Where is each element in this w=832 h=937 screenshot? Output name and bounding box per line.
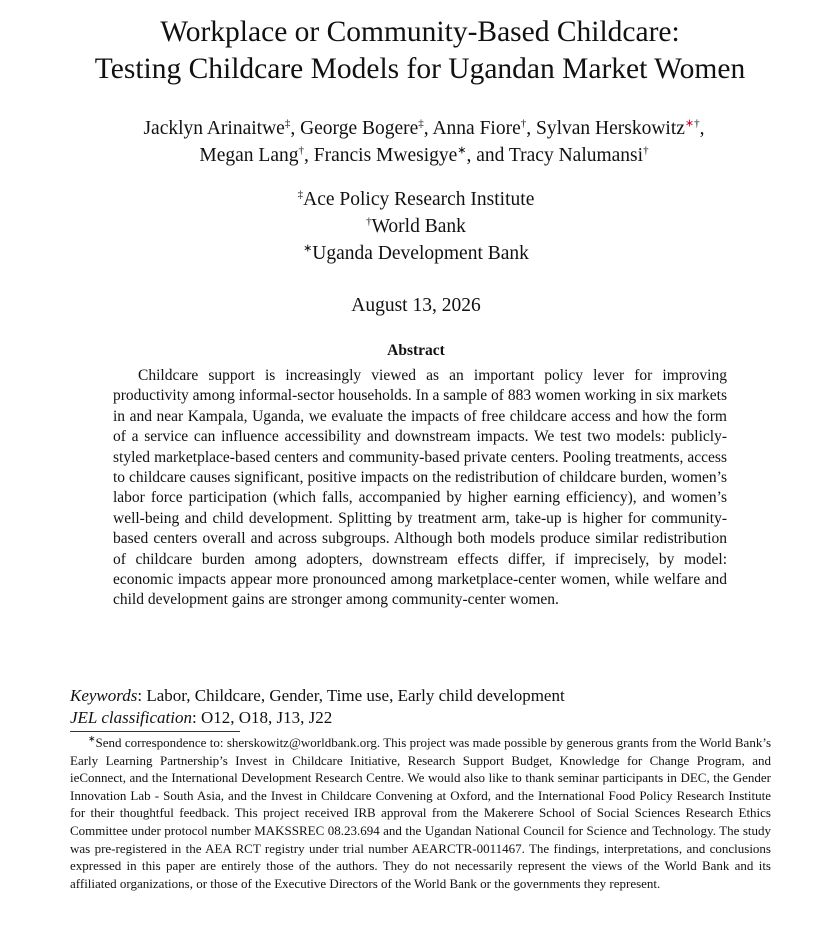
paper-title	[30, 14, 810, 88]
footnote-rule	[70, 731, 240, 732]
affiliation-mark: ∗	[457, 144, 467, 157]
affiliation-mark: †	[366, 215, 372, 228]
affiliation-mark: †	[298, 144, 304, 157]
keywords-block	[70, 685, 565, 729]
jel-codes: : O12, O18, J13, J22	[192, 708, 333, 727]
affiliation-name: Ace Policy Research Institute	[303, 189, 535, 210]
author-name: , Sylvan Herskowitz	[526, 118, 685, 139]
affiliation-name: Uganda Development Bank	[312, 243, 529, 264]
keywords-list: : Labor, Childcare, Gender, Time use, Early child development	[137, 686, 565, 705]
jel-label: JEL classification	[70, 708, 192, 727]
footnote-mark: ∗	[88, 733, 96, 744]
title-line-1: Workplace or Community-Based Childcare:	[160, 16, 680, 48]
affiliation-name: World Bank	[371, 216, 466, 237]
affiliation-mark: ∗	[303, 242, 313, 255]
author-line-1	[40, 115, 808, 142]
author-name: , Anna Fiore	[423, 118, 521, 139]
keywords-row	[70, 685, 565, 707]
abstract-heading: Abstract	[387, 342, 445, 359]
affiliation-item	[0, 240, 832, 267]
author-name: , George Bogere	[290, 118, 419, 139]
abstract-text: Childcare support is increasingly viewed as an important policy lever for improving productivity among informal-sector households. In a sample of 883 women working in six markets in and near Kampala, Uganda, we evaluate the impacts of free childcare access and how the form of a service can influence accessibility and downstream impacts. We test two models: publicly-styled marketplace-based centers and community-based private centers. Pooling treatments, access to childcare causes significant, positive impacts on the redistribution of childcare burden, women’s labor force participation (which falls, accompanied by higher earning efficiency), and women’s well-being and child development. Splitting by treatment arm, take-up is higher for community-based centers overall and across subgroups. Although both models produce similar redistribution of childcare burden among adopters, downstream effects differ, if imprecisely, by model: economic impacts appear more pronounced among marketplace-center women, while welfare and child development gains are stronger among community-center women.	[113, 367, 727, 609]
affiliation-mark: ‡	[284, 117, 291, 130]
affiliation-item	[0, 213, 832, 240]
footnote	[70, 734, 771, 892]
affiliation-mark: †	[520, 117, 527, 130]
author-separator: ,	[699, 118, 705, 139]
affiliation-item	[0, 186, 832, 213]
keywords-label: Keywords	[70, 686, 138, 705]
author-line-2	[40, 142, 808, 169]
paper-date: August 13, 2026	[351, 295, 481, 316]
author-name: Megan Lang	[199, 145, 299, 166]
author-name: , and Tracy Nalumansi	[466, 145, 644, 166]
title-line-2: Testing Childcare Models for Ugandan Market Women	[94, 53, 746, 85]
author-name: Jacklyn Arinaitwe	[143, 118, 285, 139]
affiliation-mark: †	[643, 144, 649, 157]
affiliation-list	[0, 186, 832, 267]
corresponding-author-link[interactable]: ∗	[684, 117, 695, 130]
author-list	[40, 115, 808, 169]
footnote-text: Send correspondence to: sherskowitz@worldbank.org. This project was made possible by generous grants from the World Bank’s Early Learning Partnership’s Invest in Childcare Initiative, Research Support Budget, Knowledge for Change Program, and ieConnect, and the International Development Research Centre. We would also like to thank seminar participants in DEC, the Gender Innovation Lab - South Asia, and the Invest in Childcare Convening at Oxford, and the International Food Policy Research Institute for their thoughtful feedback. This project received IRB approval from the Makerere School of Social Sciences Research Ethics Committee under protocol number MAKSSREC 08.23.694 and the Ugandan National Council for Science and Technology. The study was pre-registered in the AEA RCT registry under trial number AEARCTR-0011467. The findings, interpretations, and conclusions expressed in this paper are entirely those of the authors. They do not necessarily represent the views of the World Bank and its affiliated organizations, or those of the Executive Directors of the World Bank or the governments they represent.	[70, 735, 771, 891]
affiliation-mark: ‡	[418, 117, 424, 130]
affiliation-mark: ‡	[297, 188, 304, 201]
jel-row	[70, 707, 565, 729]
author-name: , Francis Mwesigye	[304, 145, 458, 166]
affiliation-mark: †	[694, 117, 700, 130]
